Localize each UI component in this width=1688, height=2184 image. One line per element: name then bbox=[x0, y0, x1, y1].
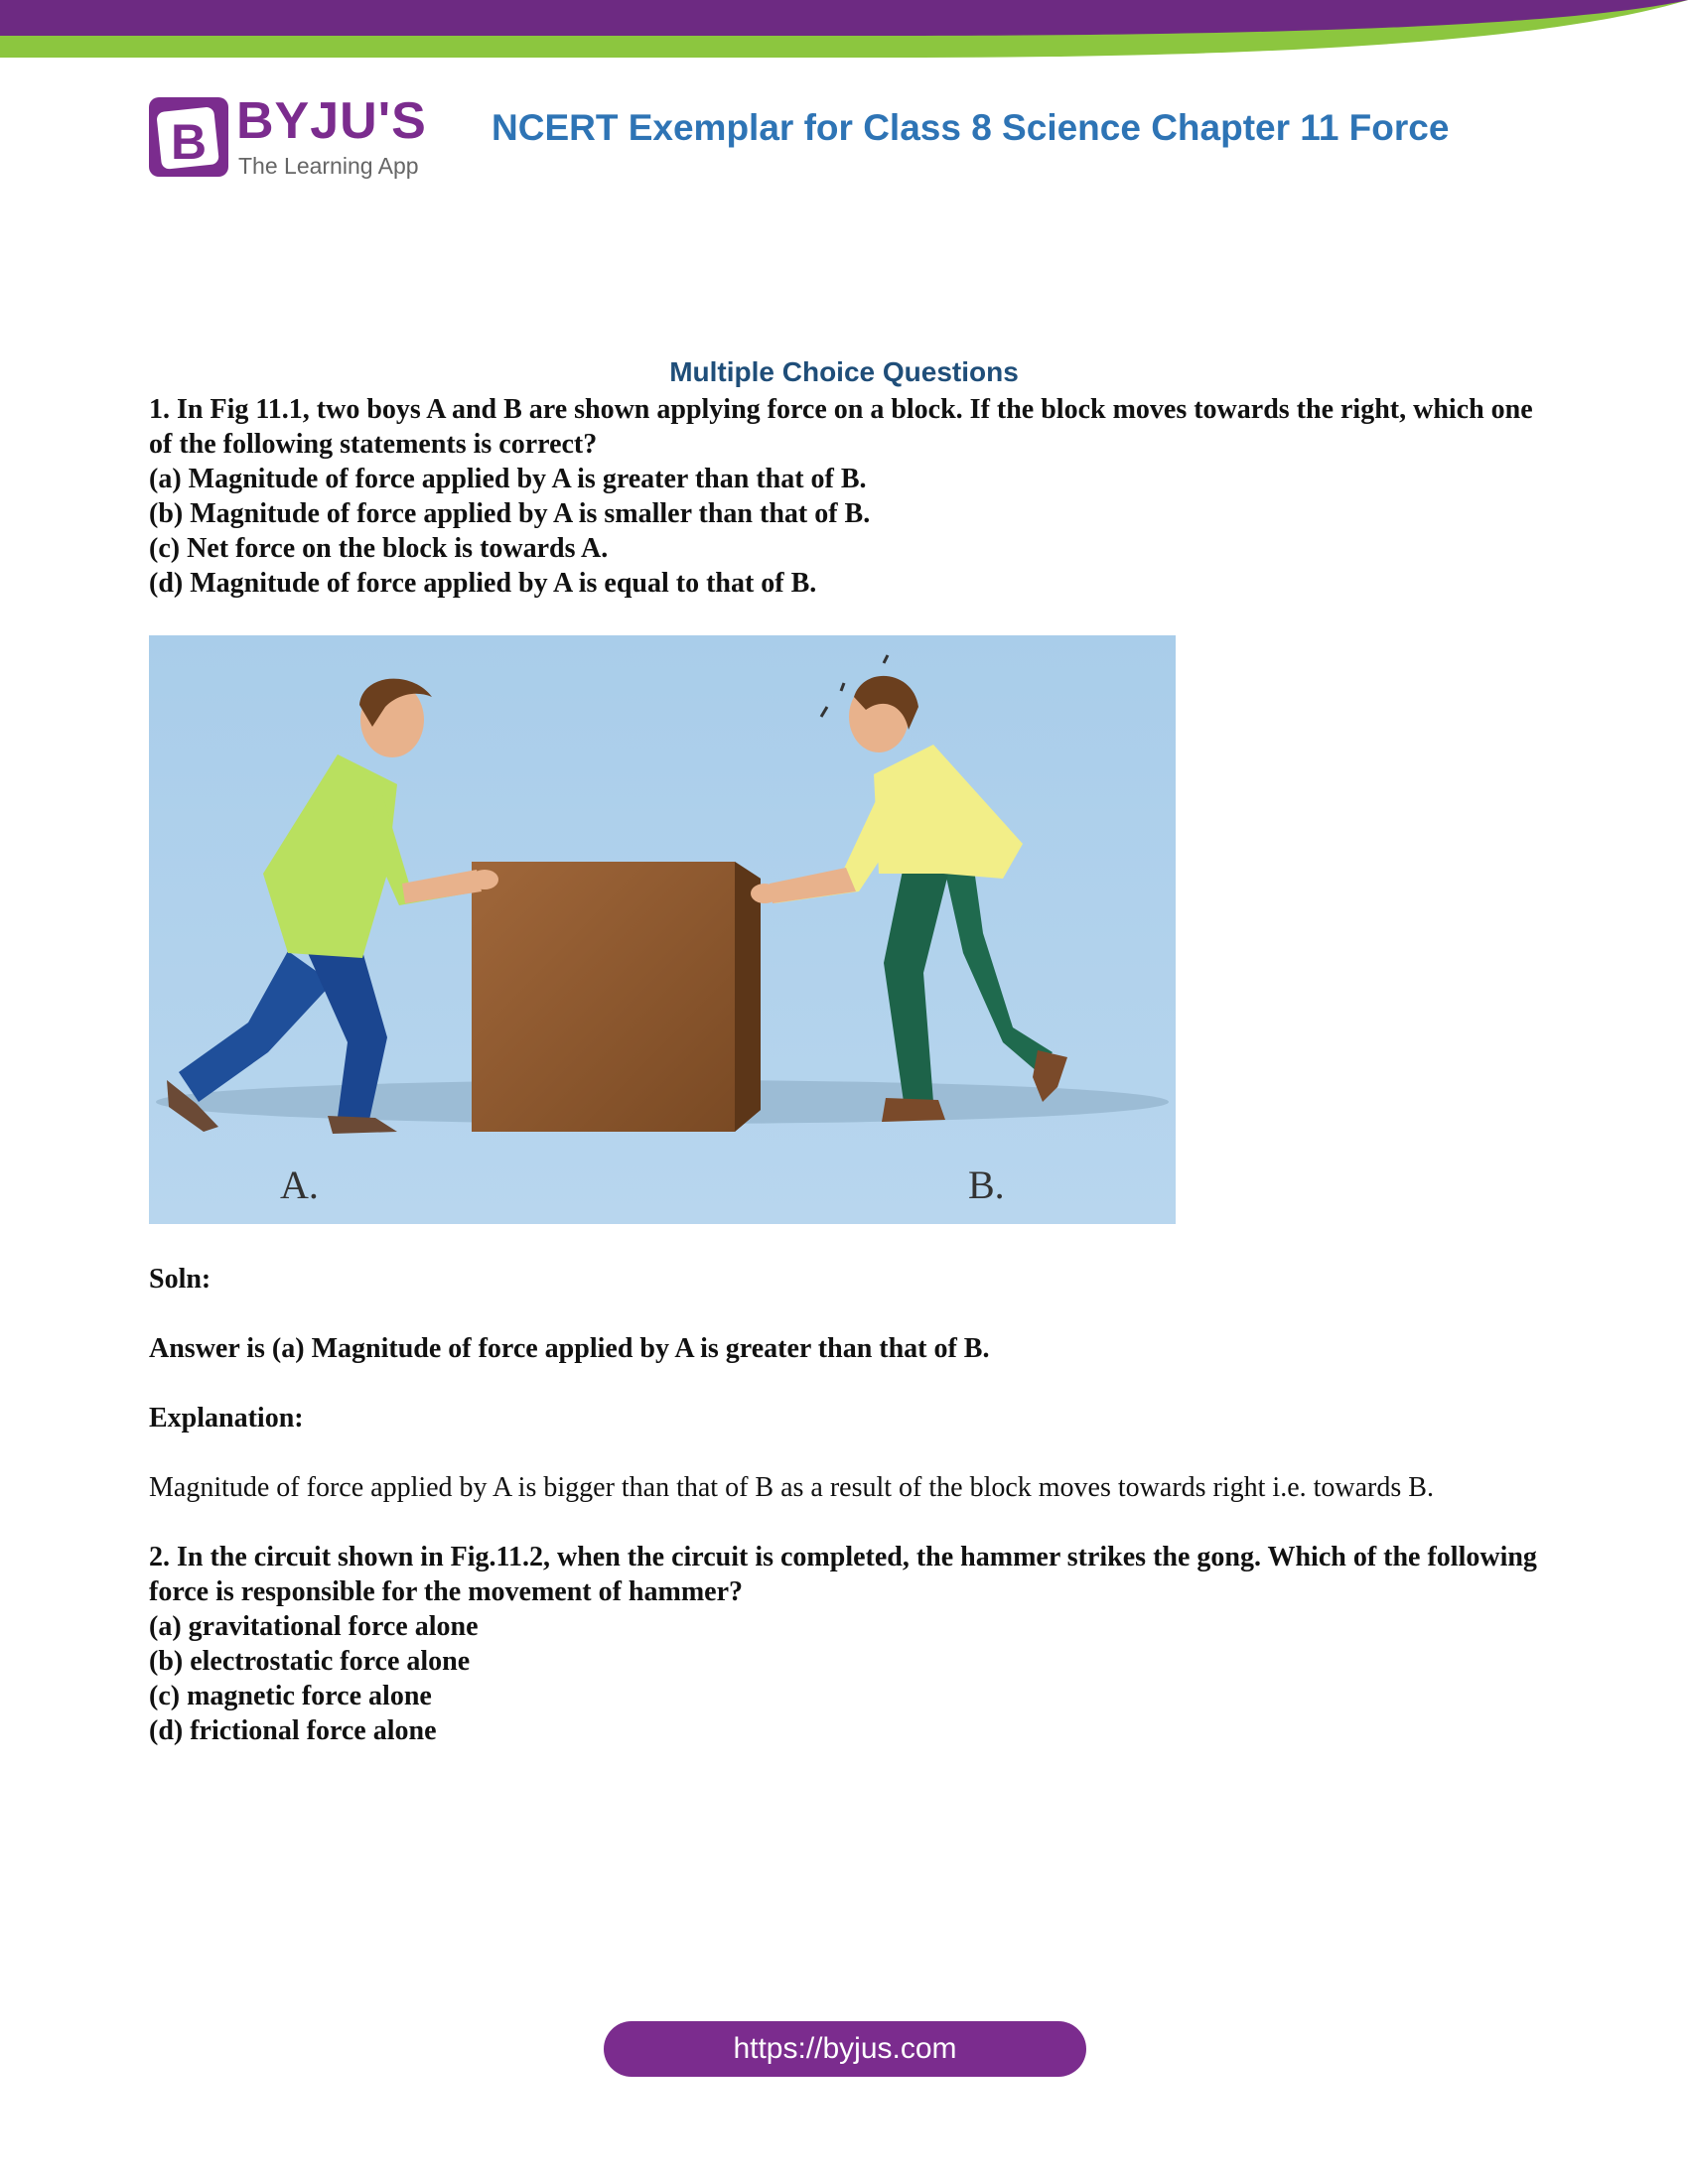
question-1-option-b: (b) Magnitude of force applied by A is smaller than that of B. bbox=[149, 498, 871, 529]
question-1-text: 1. In Fig 11.1, two boys A and B are shown applying force on a block. If the block moves towards the right, which one of the following statements is correct? bbox=[149, 394, 1533, 460]
top-decorative-band bbox=[0, 0, 1688, 60]
question-1-option-d: (d) Magnitude of force applied by A is equal to that of B. bbox=[149, 568, 817, 599]
question-1-option-c: (c) Net force on the block is towards A. bbox=[149, 533, 609, 564]
solution-label: Soln: bbox=[149, 1264, 211, 1295]
explanation-label: Explanation: bbox=[149, 1403, 304, 1433]
brown-block bbox=[472, 862, 761, 1132]
question-2-option-c: (c) magnetic force alone bbox=[149, 1681, 432, 1711]
brand-tagline: The Learning App bbox=[238, 153, 419, 179]
byjus-logo-icon bbox=[149, 97, 228, 177]
main-content bbox=[149, 352, 1539, 1748]
figure-illustration bbox=[149, 635, 1176, 1224]
question-2-option-a: (a) gravitational force alone bbox=[149, 1611, 479, 1642]
explanation-text: Magnitude of force applied by A is bigger than that of B as a result of the block moves towards right i.e. towards B. bbox=[149, 1472, 1434, 1503]
figure-label-a: A. bbox=[280, 1162, 319, 1207]
question-2-option-d: (d) frictional force alone bbox=[149, 1715, 437, 1746]
question-2-option-b: (b) electrostatic force alone bbox=[149, 1646, 471, 1677]
question-2-text: 2. In the circuit shown in Fig.11.2, when the circuit is completed, the hammer strikes the gong. Which of the following force is responsible for the movement of hammer? bbox=[149, 1542, 1537, 1607]
footer-url-link[interactable] bbox=[604, 2021, 1086, 2077]
document-title: NCERT Exemplar for Class 8 Science Chapter 11 Force bbox=[492, 107, 1450, 148]
figure-label-b: B. bbox=[968, 1162, 1005, 1207]
brand-name: BYJU'S bbox=[236, 92, 427, 150]
question-1-option-a: (a) Magnitude of force applied by A is greater than that of B. bbox=[149, 464, 867, 494]
section-title: Multiple Choice Questions bbox=[669, 356, 1019, 387]
footer-url-text: https://byjus.com bbox=[733, 2032, 957, 2065]
page-header bbox=[149, 92, 1589, 187]
answer-text: Answer is (a) Magnitude of force applied by A is greater than that of B. bbox=[149, 1333, 990, 1364]
svg-text:B: B bbox=[170, 114, 208, 170]
figure-boys-pushing-block bbox=[149, 635, 1176, 1224]
